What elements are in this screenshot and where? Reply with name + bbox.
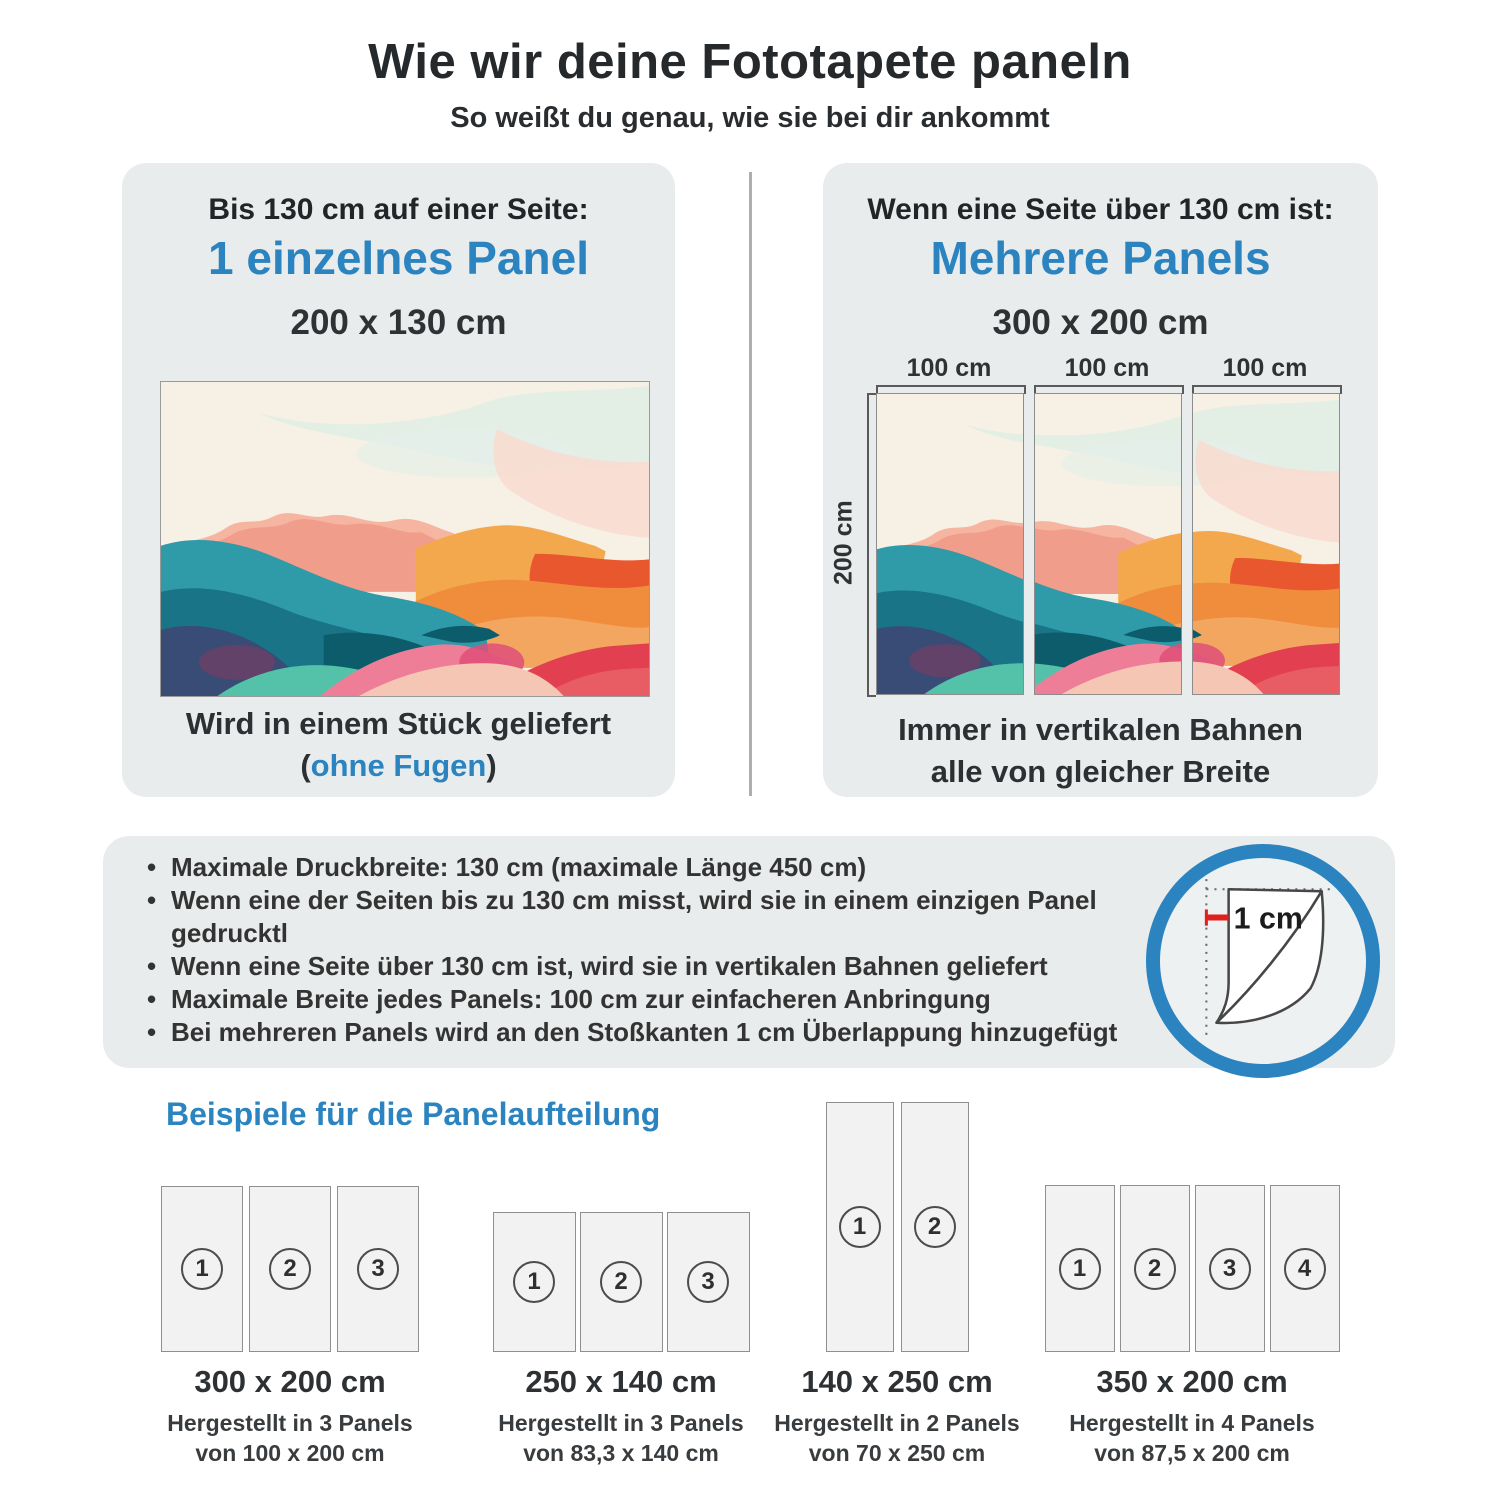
- panel-diagram: [1195, 1185, 1265, 1352]
- info-bullet: • Wenn eine Seite über 130 cm ist, wird sie in vertikalen Bahnen geliefert: [145, 950, 1181, 983]
- example-detail-line2: von 83,3 x 140 cm: [523, 1440, 719, 1466]
- example-detail-line2: von 100 x 200 cm: [195, 1440, 385, 1466]
- height-measure-label: 200 cm: [829, 500, 858, 586]
- panel-diagram: [826, 1102, 894, 1352]
- example-dimensions: 250 x 140 cm: [525, 1364, 717, 1399]
- info-bullet: • Bei mehreren Panels wird an den Stoßkanten 1 cm Überlappung hinzugefügt: [145, 1016, 1181, 1049]
- single-panel-caption-line1: Wird in einem Stück geliefert: [185, 706, 612, 741]
- panel-number-badge: 1: [513, 1261, 555, 1303]
- panel-number-badge: 1: [839, 1206, 881, 1248]
- panel-diagram: [1120, 1185, 1190, 1352]
- page-title: Wie wir deine Fototapete paneln: [368, 35, 1132, 89]
- overlap-diagram: [1146, 844, 1380, 1078]
- multi-panel-caption: [823, 709, 1378, 793]
- panel-diagram: [161, 1186, 243, 1352]
- single-panel-section: [122, 163, 675, 797]
- panel-number-badge: 1: [181, 1248, 223, 1290]
- example-300x200: [120, 1100, 460, 1468]
- page-curl-icon: [1175, 871, 1351, 1051]
- example-detail-line2: von 87,5 x 200 cm: [1094, 1440, 1290, 1466]
- multi-panel-headline: Mehrere Panels: [930, 232, 1271, 284]
- panel-number-badge: 3: [1209, 1248, 1251, 1290]
- panel-number-badge: 3: [357, 1248, 399, 1290]
- panel-diagram-row: [727, 1100, 1067, 1352]
- example-detail-line1: Hergestellt in 2 Panels: [774, 1410, 1020, 1436]
- watercolor-artwork-slice: [877, 394, 1023, 694]
- section-divider: [749, 172, 752, 796]
- multi-panel-section: [823, 163, 1378, 797]
- width-measure-label: 100 cm: [1064, 354, 1150, 382]
- watercolor-artwork: [161, 382, 649, 696]
- example-detail-line1: Hergestellt in 4 Panels: [1069, 1410, 1315, 1436]
- example-dimensions: 140 x 250 cm: [801, 1364, 993, 1399]
- multi-panel-condition: Wenn eine Seite über 130 cm ist:: [867, 193, 1334, 226]
- single-panel-caption-line2: [122, 745, 675, 787]
- width-measure-label: 100 cm: [906, 354, 992, 382]
- panel-diagram: [1045, 1185, 1115, 1352]
- panel-number-badge: 2: [600, 1261, 642, 1303]
- example-detail-line1: Hergestellt in 3 Panels: [498, 1410, 744, 1436]
- panel-diagram: [493, 1212, 576, 1352]
- watercolor-artwork-slice: [1035, 394, 1181, 694]
- example-detail-line1: Hergestellt in 3 Panels: [167, 1410, 413, 1436]
- single-panel-caption: [122, 703, 675, 787]
- panel-diagram: [901, 1102, 969, 1352]
- panel-number-badge: 2: [1134, 1248, 1176, 1290]
- example-350x200: [1022, 1100, 1362, 1468]
- multi-panel-caption-line1: Immer in vertikalen Bahnen: [898, 712, 1303, 747]
- wallpaper-strip-3: [1192, 393, 1340, 695]
- panel-number-badge: 1: [1059, 1248, 1101, 1290]
- panel-diagram: [580, 1212, 663, 1352]
- wallpaper-strip-2: [1034, 393, 1182, 695]
- wallpaper-strip-1: [876, 393, 1024, 695]
- example-140x250: [727, 1100, 1067, 1468]
- wallpaper-preview-single: [160, 381, 650, 697]
- watercolor-artwork-slice: [1193, 394, 1339, 694]
- examples-heading: Beispiele für die Panelaufteilung: [166, 1096, 661, 1132]
- info-bullet: • Wenn eine der Seiten bis zu 130 cm misst, wird sie in einem einzigen Panel gedrucktl: [145, 884, 1181, 950]
- panel-diagram: [337, 1186, 419, 1352]
- multi-panel-caption-line2: alle von gleicher Breite: [930, 754, 1271, 789]
- multi-panel-size: 300 x 200 cm: [992, 303, 1209, 342]
- panel-diagram-row: [120, 1100, 460, 1352]
- panel-number-badge: 4: [1284, 1248, 1326, 1290]
- caption-highlight: ohne Fugen: [310, 748, 487, 783]
- panel-diagram-row: [1022, 1100, 1362, 1352]
- width-measure-label: 100 cm: [1222, 354, 1308, 382]
- paren-open: (: [300, 748, 311, 783]
- panel-number-badge: 3: [687, 1261, 729, 1303]
- panel-number-badge: 2: [914, 1206, 956, 1248]
- example-dimensions: 300 x 200 cm: [194, 1364, 386, 1399]
- single-panel-size: 200 x 130 cm: [290, 303, 507, 342]
- page-subtitle: So weißt du genau, wie sie bei dir ankommt: [450, 102, 1050, 134]
- height-measure-bracket: [867, 393, 876, 697]
- single-panel-condition: Bis 130 cm auf einer Seite:: [208, 193, 589, 226]
- info-bullet: • Maximale Druckbreite: 130 cm (maximale Länge 450 cm): [145, 851, 1181, 884]
- overlap-measure-label: 1 cm: [1233, 902, 1303, 936]
- panel-diagram: [1270, 1185, 1340, 1352]
- example-dimensions: 350 x 200 cm: [1096, 1364, 1288, 1399]
- panel-diagram: [249, 1186, 331, 1352]
- paren-close: ): [486, 748, 497, 783]
- example-detail-line2: von 70 x 250 cm: [808, 1440, 986, 1466]
- info-bullet: • Maximale Breite jedes Panels: 100 cm zur einfacheren Anbringung: [145, 983, 1181, 1016]
- panel-number-badge: 2: [269, 1248, 311, 1290]
- single-panel-headline: 1 einzelnes Panel: [208, 232, 589, 284]
